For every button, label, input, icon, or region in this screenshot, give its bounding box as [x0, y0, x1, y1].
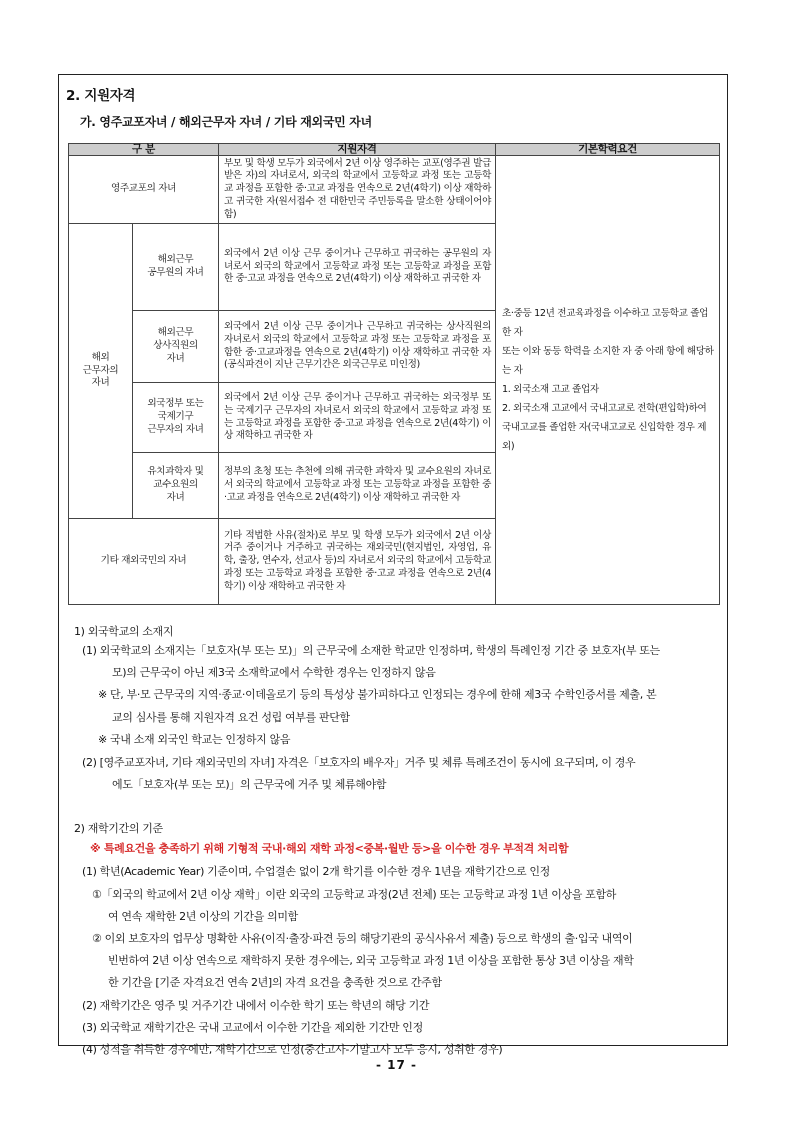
header-qualification: 지원자격 [219, 144, 496, 156]
warning-line: ※ 특례요건을 충족하기 위해 기형적 국내·해외 재학 과정<중복·월반 등>을 이수한 경우 부적격 처리함 [90, 842, 569, 855]
row-label-permanent: 영주교포의 자녀 [69, 156, 219, 224]
eligibility-table [68, 143, 720, 605]
section-title: 2. 지원자격 [66, 88, 136, 104]
note-line: (4) 성적을 취득한 경우에만, 재학기간으로 인정(중간고사-기말고사 모두 응시, 성취한 경우) [82, 1043, 503, 1056]
row-group-overseas: 해외 근무자의 자녀 [69, 224, 133, 519]
row-desc-permanent: 부모 및 학생 모두가 외국에서 2년 이상 영주하는 교포(영주권 발급 받은 자)의 자녀로서, 외국의 학교에서 고등학교 과정 또는 고등학교 과정을 포함한 중·고교 과정을 연속으로 2년(4학기) 이상 재학하고 귀국한 자(원서접수 전 대한민국 주민등록을 말소한 상태이어야 함) [219, 156, 496, 224]
note-line: 여 연속 재학한 2년 이상의 기간을 의미함 [108, 910, 298, 923]
requirement-line: 초·중등 12년 전교육과정을 이수하고 고등학교 졸업한 자 [502, 308, 709, 338]
note-line: ①「외국의 학교에서 2년 이상 재학」이란 외국의 고등학교 과정(2년 전체) 또는 고등학교 과정 1년 이상을 포함하 [92, 888, 617, 901]
row-label-other: 기타 재외국민의 자녀 [69, 519, 219, 605]
note-line: (1) 학년(Academic Year) 기준이며, 수업결손 없이 2개 학기를 이수한 경우 1년을 재학기간으로 인정 [82, 865, 550, 878]
note-line: (3) 외국학교 재학기간은 국내 고교에서 이수한 기간을 제외한 기간만 인정 [82, 1021, 423, 1034]
subsection-title: 가. 영주교포자녀 / 해외근무자 자녀 / 기타 재외국민 자녀 [80, 115, 372, 129]
basic-requirement-cell [496, 156, 720, 605]
row-label-official: 해외근무 공무원의 자녀 [133, 224, 219, 311]
note-line: (2) [영주교포자녀, 기타 재외국민의 자녀] 자격은「보호자의 배우자」거주 및 체류 특례조건이 동시에 요구되며, 이 경우 [82, 756, 636, 769]
row-desc-company: 외국에서 2년 이상 근무 중이거나 근무하고 귀국하는 상사직원의 자녀로서 외국의 학교에서 고등학교 과정 또는 고등학교 과정을 포함한 중·고교과정을 연속으로 2년(4학기) 이상 재학하고 귀국한 자(공식파견이 지난 근무기간은 외국근무로 미인정) [219, 311, 496, 383]
header-category: 구 분 [69, 144, 219, 156]
requirement-line: 2. 외국소재 고교에서 국내고교로 전학(편입학)하여 국내고교를 졸업한 자(국내고교로 신입학한 경우 제외) [502, 403, 707, 452]
requirement-line: 또는 이와 동등 학력을 소지한 자 중 아래 항에 해당하는 자 [502, 346, 714, 376]
header-requirement: 기본학력요건 [496, 144, 720, 156]
note-line: ② 이외 보호자의 업무상 명확한 사유(이직·출장·파견 등의 해당기관의 공식사유서 제출) 등으로 학생의 출·입국 내역이 [92, 932, 633, 945]
row-label-scientist: 유치과학자 및 교수요원의 자녀 [133, 453, 219, 519]
note-line: (2) 재학기간은 영주 및 거주기간 내에서 이수한 학기 또는 학년의 해당 기간 [82, 999, 430, 1012]
note-line: 에도「보호자(부 또는 모)」의 근무국에 거주 및 체류해야함 [112, 778, 387, 791]
row-label-company: 해외근무 상사직원의 자녀 [133, 311, 219, 383]
note-line: ※ 단, 부·모 근무국의 지역·종교·이데올로기 등의 특성상 불가피하다고 인정되는 경우에 한해 제3국 수학인증서를 제출, 본 [98, 688, 657, 701]
page-number: - 17 - [375, 1058, 417, 1072]
note-line: 빈번하여 2년 이상 연속으로 재학하지 못한 경우에는, 외국 고등학교 과정 1년 이상을 포함한 통상 3년 이상을 재학 [108, 954, 634, 967]
note-heading-period: 2) 재학기간의 기준 [74, 822, 163, 835]
note-heading-location: 1) 외국학교의 소재지 [74, 625, 174, 638]
row-desc-official: 외국에서 2년 이상 근무 중이거나 근무하고 귀국하는 공무원의 자녀로서 외국의 학교에서 고등학교 과정 또는 고등학교 과정을 포함한 중·고교 과정을 연속으로 2년(4학기) 이상 재학하고 귀국한 자 [219, 224, 496, 311]
row-label-intl: 외국정부 또는 국제기구 근무자의 자녀 [133, 383, 219, 453]
row-desc-other: 기타 적법한 사유(절차)로 부모 및 학생 모두가 외국에서 2년 이상 거주 중이거나 거주하고 귀국하는 재외국민(현지법인, 자영업, 유학, 출장, 연수자, 선교사 등)의 자녀로서 외국의 학교에서 고등학교 과정 또는 고등학교 과정을 포함한 중·고교 과정을 연속으로 2년(4학기) 이상 재학하고 귀국한 자 [219, 519, 496, 605]
note-line: 교의 심사를 통해 지원자격 요건 성립 여부를 판단함 [112, 711, 350, 724]
note-line: (1) 외국학교의 소재지는「보호자(부 또는 모)」의 근무국에 소재한 학교만 인정하며, 학생의 특례인정 기간 중 보호자(부 또는 [82, 644, 660, 657]
note-line: 모)의 근무국이 아닌 제3국 소재학교에서 수학한 경우는 인정하지 않음 [112, 666, 436, 679]
row-desc-scientist: 정부의 초청 또는 추천에 의해 귀국한 과학자 및 교수요원의 자녀로서 외국의 학교에서 고등학교 과정 또는 고등학교 과정을 포함한 중·고교 과정을 연속으로 2년(4학기) 이상 재학하고 귀국한 자 [219, 453, 496, 519]
requirement-line: 1. 외국소재 고교 졸업자 [502, 384, 599, 395]
note-line: 한 기간을 [기준 자격요건 연속 2년]의 자격 요건을 충족한 것으로 간주함 [108, 976, 442, 989]
row-desc-intl: 외국에서 2년 이상 근무 중이거나 근무하고 귀국하는 외국정부 또는 국제기구 근무자의 자녀로서 외국의 학교에서 고등학교 과정 또는 고등학교 과정을 포함한 중·고교 과정을 연속으로 2년(4학기) 이상 재학하고 귀국한 자 [219, 383, 496, 453]
note-line: ※ 국내 소재 외국인 학교는 인정하지 않음 [98, 733, 291, 746]
